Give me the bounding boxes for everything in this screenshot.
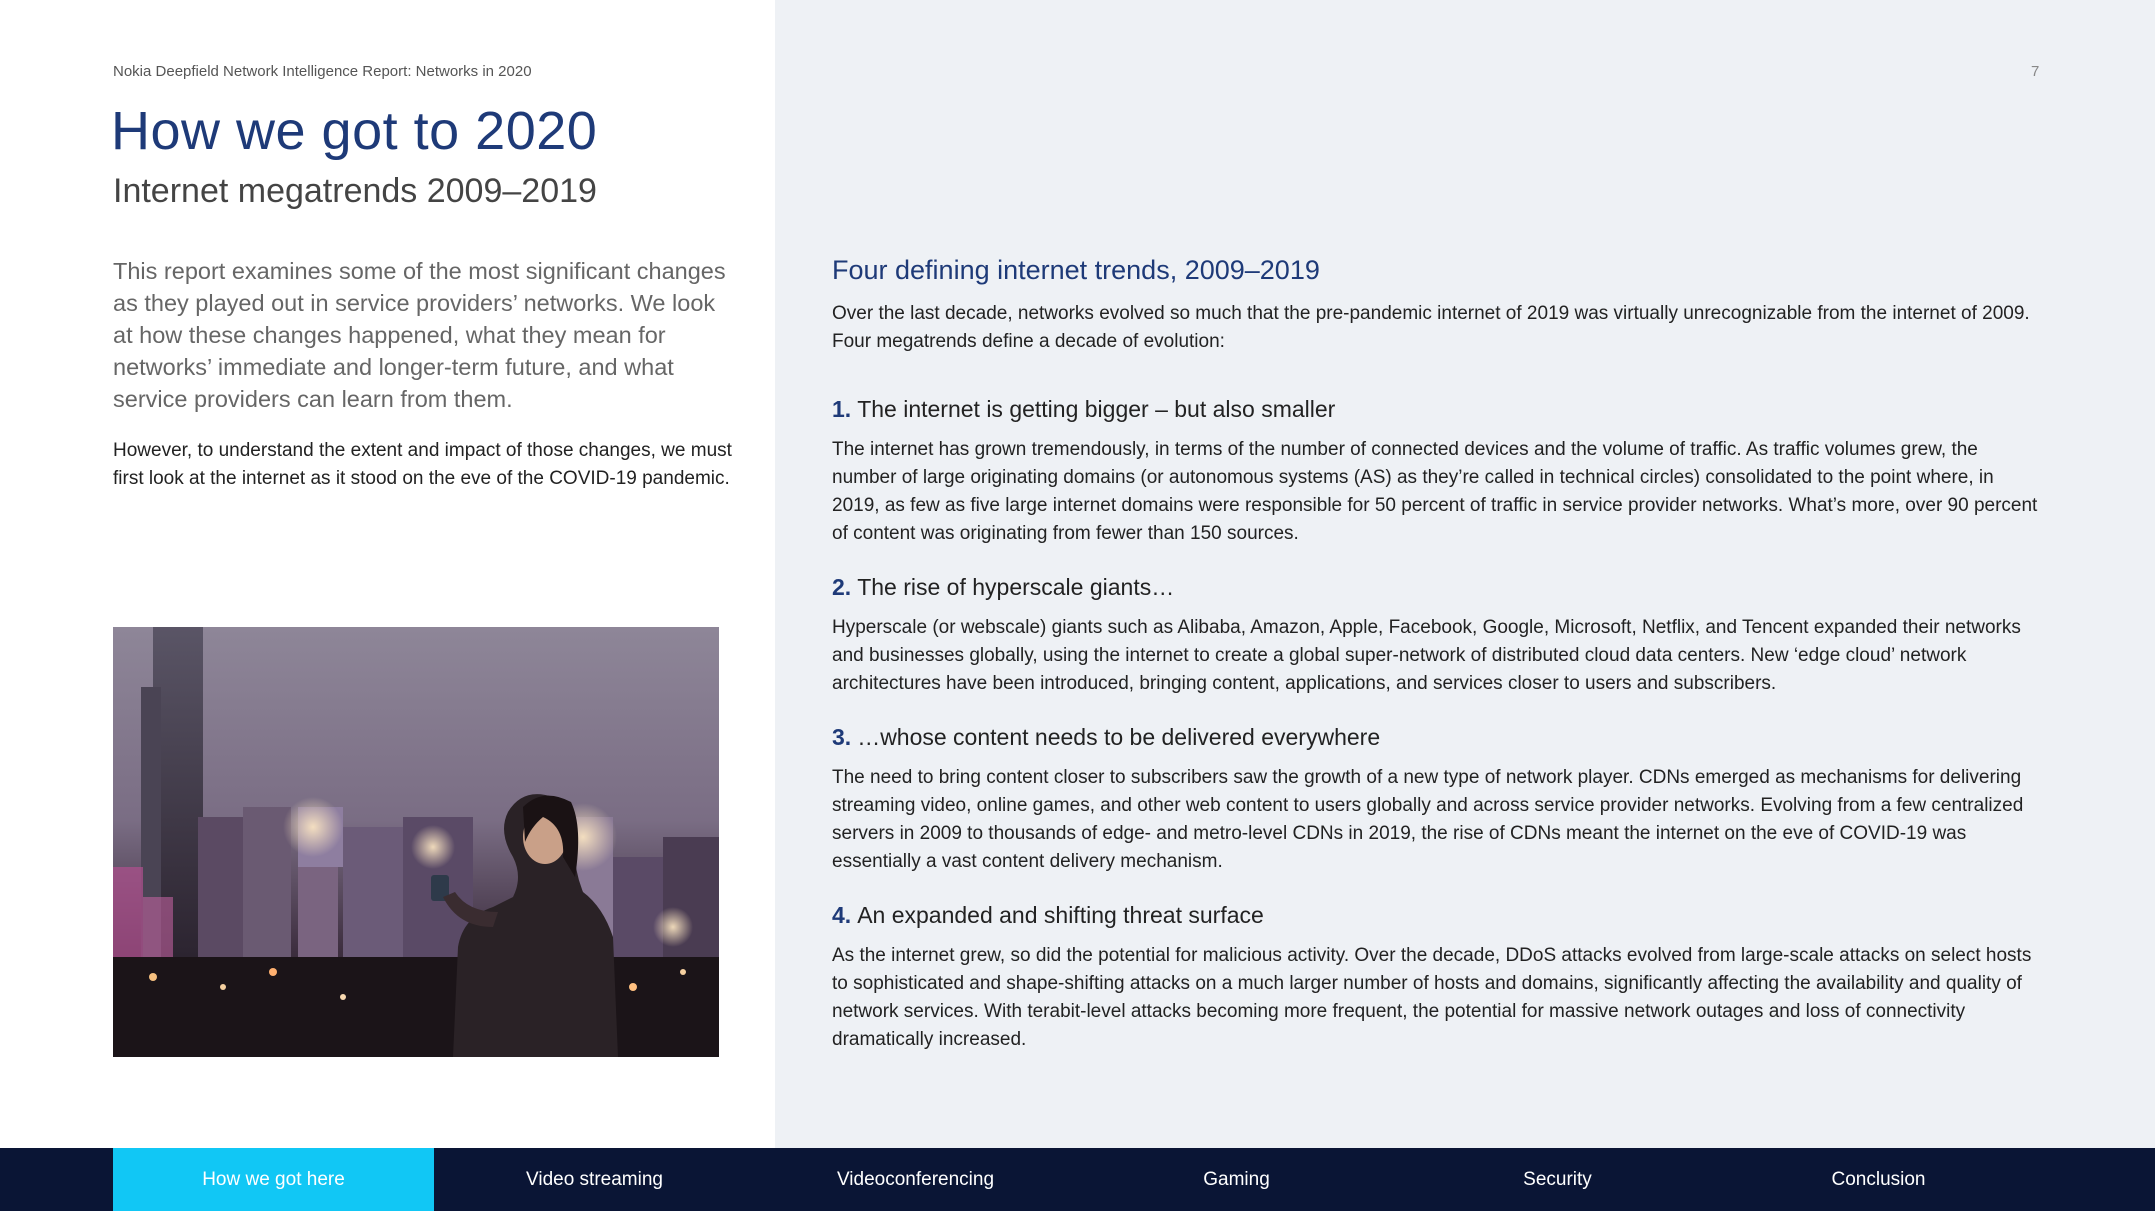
trend-title-text: An expanded and shifting threat surface bbox=[857, 902, 1264, 928]
trend-title bbox=[832, 574, 2042, 608]
page-number: 7 bbox=[2031, 63, 2040, 80]
trend-item bbox=[832, 724, 2042, 876]
trend-body: As the internet grew, so did the potential for malicious activity. Over the decade, DDoS attacks evolved from large-scale attacks on select hosts to sophisticated and shape-shifting attacks on a much larger number of hosts and domains, significantly affecting the availability and quality of network services. With terabit-level attacks becoming more frequent, the potential for massive network outages and loss of connectivity dramatically increased. bbox=[832, 945, 2032, 1050]
intro-paragraph: This report examines some of the most significant changes as they played out in service providers’ networks. We look at how these changes happened, what they mean for networks’ immediate and longer-term future, and what service providers can learn from them. bbox=[113, 258, 726, 412]
trend-number: 4. bbox=[832, 902, 852, 928]
trend-body: Hyperscale (or webscale) giants such as Alibaba, Amazon, Apple, Facebook, Google, Microsoft, Netflix, and Tencent expanded their networks and businesses globally, using the internet to create a global super-network of distributed cloud data centers. New ‘edge cloud’ network architectures have been introduced, bringing content, applications, and services closer to users and subscribers. bbox=[832, 617, 2021, 694]
trend-title bbox=[832, 396, 2042, 430]
trend-title bbox=[832, 902, 2042, 936]
nav-how-we-got-here[interactable]: How we got here bbox=[113, 1148, 434, 1211]
city-night-photo bbox=[113, 627, 719, 1057]
trend-body: The need to bring content closer to subscribers saw the growth of a new type of network player. CDNs emerged as mechanisms for delivering streaming video, online games, and other web content to users globally and across service provider networks. Evolving from a few centralized servers in 2009 to thousands of edge- and metro-level CDNs in 2019, the rise of CDNs meant the internet on the eve of COVID-19 was essentially a vast content delivery mechanism. bbox=[832, 767, 2024, 872]
nav-security[interactable]: Security bbox=[1523, 1168, 1592, 1190]
trend-number: 2. bbox=[832, 574, 852, 600]
nav-videoconferencing[interactable]: Videoconferencing bbox=[836, 1168, 995, 1190]
trend-number: 3. bbox=[832, 724, 852, 750]
trend-title-text: The rise of hyperscale giants… bbox=[857, 574, 1175, 600]
trend-item bbox=[832, 902, 2042, 1054]
trend-item bbox=[832, 396, 2042, 548]
trend-title bbox=[832, 724, 2042, 758]
trend-title-text: The internet is getting bigger – but also smaller bbox=[857, 396, 1336, 422]
nav-video-streaming[interactable]: Video streaming bbox=[526, 1168, 663, 1190]
bottom-nav bbox=[0, 1148, 2155, 1211]
body-paragraph: However, to understand the extent and impact of those changes, we must first look at the internet as it stood on the eve of the COVID-19 pandemic. bbox=[113, 440, 732, 489]
report-title: Nokia Deepfield Network Intelligence Report: Networks in 2020 bbox=[113, 63, 532, 80]
trend-number: 1. bbox=[832, 396, 852, 422]
section-heading: Four defining internet trends, 2009–2019 bbox=[832, 255, 1320, 285]
nav-conclusion[interactable]: Conclusion bbox=[1831, 1168, 1926, 1190]
trend-title-text: …whose content needs to be delivered everywhere bbox=[857, 724, 1381, 750]
page-title: How we got to 2020 bbox=[111, 101, 598, 161]
page-subtitle: Internet megatrends 2009–2019 bbox=[113, 172, 597, 210]
trend-item bbox=[832, 574, 2042, 698]
trend-body: The internet has grown tremendously, in terms of the number of connected devices and the volume of traffic. As traffic volumes grew, the number of large originating domains (or autonomous systems (AS) as they’re called in technical circles) consolidated to the point where, in 2019, as few as five large internet domains were responsible for 50 percent of traffic in service provider networks. What’s more, over 90 percent of content was originating from fewer than 150 sources. bbox=[832, 439, 2038, 544]
nav-gaming[interactable]: Gaming bbox=[1203, 1168, 1270, 1190]
section-intro: Over the last decade, networks evolved so much that the pre-pandemic internet of 2019 was virtually unrecognizable from the internet of 2009. Four megatrends define a decade of evolution: bbox=[832, 303, 2030, 352]
